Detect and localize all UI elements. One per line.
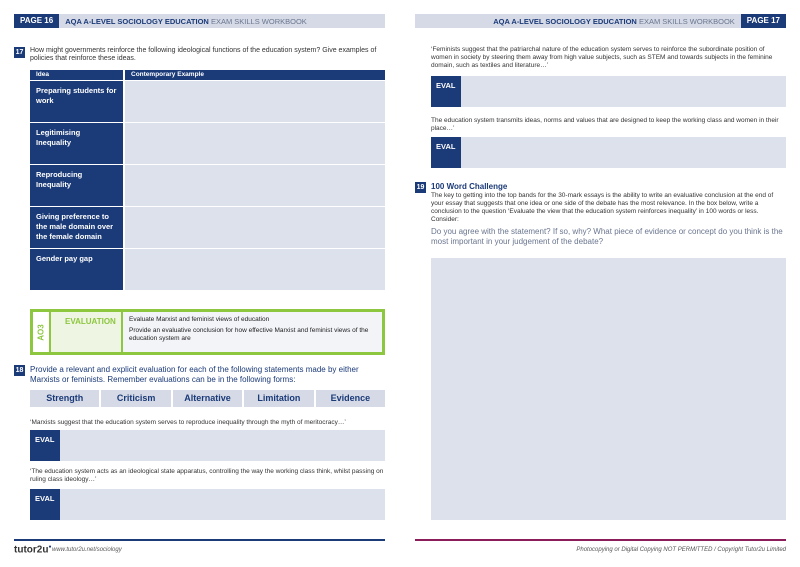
header-title-sub: EDUCATION	[592, 16, 637, 26]
table-row	[30, 165, 385, 206]
table-header	[30, 70, 385, 80]
question-19	[415, 182, 787, 247]
page-header-left	[14, 14, 385, 28]
footer-url[interactable]: www.tutor2u.net/sociology	[52, 547, 122, 553]
idea-cell: Gender pay gap	[30, 249, 123, 290]
question-17	[14, 47, 386, 63]
question-prompt: Do you agree with the statement? If so, why? What piece of evidence or concept do you think is the most important in your judgement of the debate?	[431, 227, 783, 246]
footer-copyright: Photocopying or Digital Copying NOT PERMITTED / Copyright Tutor2u Limited	[576, 547, 786, 553]
question-title: 100 Word Challenge	[431, 182, 508, 191]
idea-cell: Preparing students for work	[30, 81, 123, 122]
footer-rule-left	[14, 539, 385, 541]
idea-cell: Giving preference to the male domain over the female domain	[30, 207, 123, 248]
ao3-label	[33, 312, 51, 352]
question-text: The key to getting into the top bands for the 30-mark essays is the ability to write an evaluative conclusion at the end of your essay that suggests that one idea or one side of the debate has the most relevance. In the box below, write a conclusion to the question ‘Evaluate the view that the education system reinforces inequality’ in 100 words or less. Consider:	[431, 192, 774, 223]
idea-cell: Legitimising Inequality	[30, 123, 123, 164]
example-input-cell[interactable]	[123, 207, 385, 248]
logo-text: tutor2u	[14, 544, 49, 556]
form-strength: Strength	[30, 390, 99, 407]
form-criticism: Criticism	[101, 390, 170, 407]
statement-3: ‘Feminists suggest that the patriarchal nature of the education system serves to reinforce the subordinate position of women in society by steering them away from high value subjects, such as STEM and towards subjects in the feminine domain, such as textiles and literature…’	[431, 46, 773, 69]
question-body	[431, 182, 787, 247]
logo-mark: ●	[48, 544, 52, 550]
challenge-answer-box[interactable]	[431, 258, 786, 520]
evaluation-forms	[30, 390, 385, 407]
question-number: 17	[15, 49, 24, 56]
example-input-cell[interactable]	[123, 249, 385, 290]
eval-answer-box[interactable]	[60, 430, 385, 461]
eval-label: EVAL	[431, 76, 461, 107]
eval-label: EVAL	[30, 430, 60, 461]
ao3-line-1: Evaluate Marxist and feminist views of education	[129, 316, 270, 323]
table-row	[30, 249, 385, 290]
evaluation-label: EVALUATION	[51, 312, 123, 352]
question-text: How might governments reinforce the following ideological functions of the education system? Give examples of policies that reinforce these ideas.	[30, 47, 377, 62]
header-title-extra: EXAM SKILLS WORKBOOK	[638, 16, 735, 26]
eval-row-1	[30, 430, 385, 461]
tutor2u-logo	[14, 544, 51, 555]
example-input-cell[interactable]	[123, 81, 385, 122]
header-title	[487, 17, 741, 26]
footer-rule-right	[415, 539, 786, 541]
col-idea: Idea	[30, 70, 123, 80]
eval-label: EVAL	[431, 137, 461, 168]
page-header-right	[415, 14, 786, 28]
table-row	[30, 123, 385, 164]
eval-row-3	[431, 76, 786, 107]
statement-1: ‘Marxists suggest that the education system serves to reproduce inequality through the myth of meritocracy…’	[30, 419, 346, 426]
idea-cell: Reproducing Inequality	[30, 165, 123, 206]
header-title-extra: EXAM SKILLS WORKBOOK	[210, 16, 307, 26]
statement-2: ‘The education system acts as an ideological state apparatus, controlling the way the working class think, whilst passing on ruling class ideology…’	[30, 468, 384, 483]
ideas-table	[30, 70, 385, 290]
ao3-label-text: AO3	[36, 323, 46, 341]
form-evidence: Evidence	[316, 390, 385, 407]
header-title-sub: EDUCATION	[164, 16, 209, 26]
table-row	[30, 207, 385, 248]
col-example: Contemporary Example	[123, 70, 385, 80]
eval-answer-box[interactable]	[60, 489, 385, 520]
ao3-line-2: Provide an evaluative conclusion for how effective Marxist and feminist views of the education system are	[129, 327, 369, 342]
header-title-main: AQA A-LEVEL SOCIOLOGY	[65, 16, 163, 26]
example-input-cell[interactable]	[123, 123, 385, 164]
form-limitation: Limitation	[244, 390, 313, 407]
example-input-cell[interactable]	[123, 165, 385, 206]
table-row	[30, 81, 385, 122]
eval-answer-box[interactable]	[461, 137, 786, 168]
question-number: 19	[416, 184, 425, 191]
header-title	[59, 17, 313, 26]
eval-row-2	[30, 489, 385, 520]
ao3-evaluation-box	[30, 309, 385, 355]
eval-answer-box[interactable]	[461, 76, 786, 107]
question-text: Provide a relevant and explicit evaluation for each of the following statements made by either Marxists or feminists. Remember evaluations can be in the following forms:	[30, 365, 359, 384]
header-title-main: AQA A-LEVEL SOCIOLOGY	[493, 16, 591, 26]
form-alternative: Alternative	[173, 390, 242, 407]
page-number: PAGE 16	[14, 14, 59, 28]
ao3-text	[123, 312, 382, 352]
statement-4: The education system transmits ideas, norms and values that are designed to keep the working class and women in their place…’	[431, 117, 779, 132]
question-18	[14, 365, 386, 385]
eval-row-4	[431, 137, 786, 168]
page-number: PAGE 17	[741, 14, 786, 28]
question-number: 18	[15, 367, 24, 374]
eval-label: EVAL	[30, 489, 60, 520]
